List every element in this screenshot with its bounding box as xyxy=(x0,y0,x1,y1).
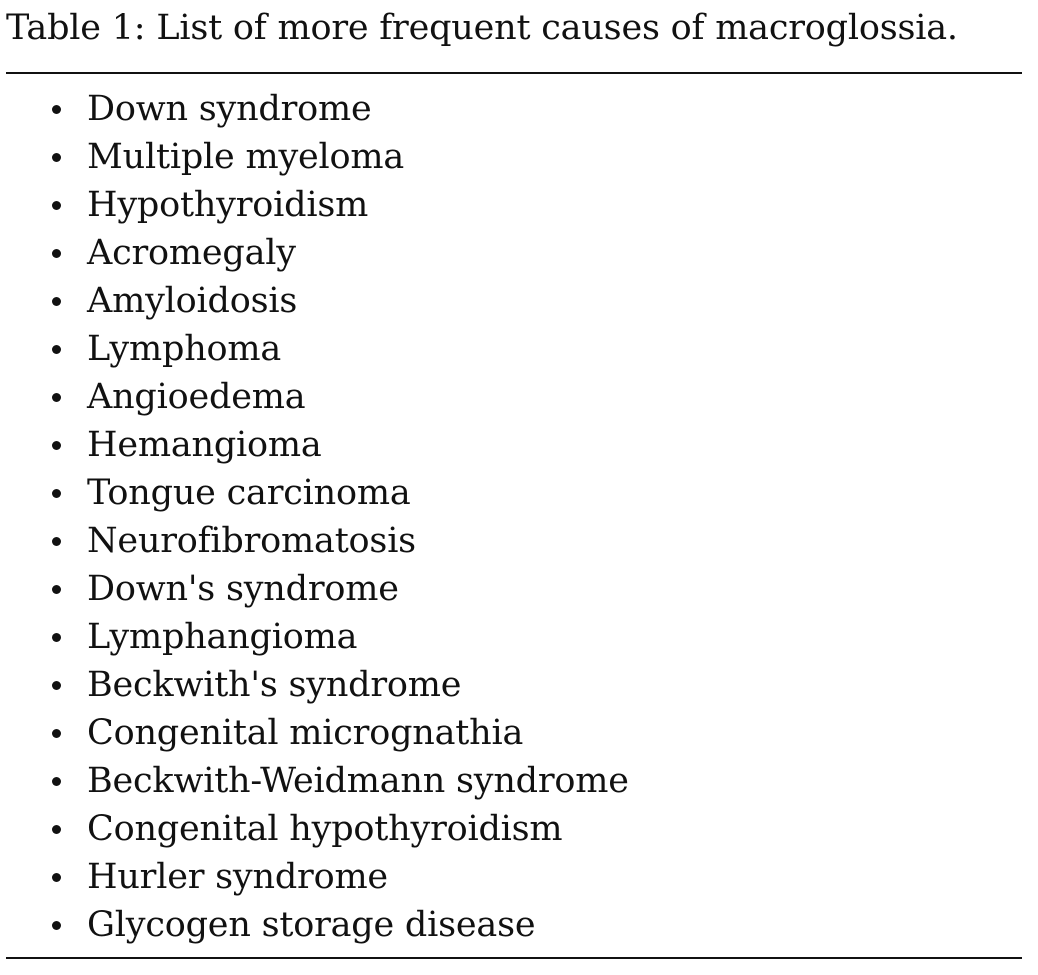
list-item xyxy=(0,517,629,565)
bullet-icon xyxy=(52,393,61,402)
list-item xyxy=(0,229,629,277)
list-item xyxy=(0,613,629,661)
list-item-text: Amyloidosis xyxy=(87,281,298,321)
list-item xyxy=(0,469,629,517)
table-bottom-rule xyxy=(6,957,1022,959)
bullet-icon xyxy=(52,537,61,546)
list-item xyxy=(0,709,629,757)
bullet-icon xyxy=(52,873,61,882)
bullet-icon xyxy=(52,825,61,834)
list-item-text: Beckwith's syndrome xyxy=(87,665,462,705)
list-item-text: Angioedema xyxy=(87,377,306,417)
list-item-text: Glycogen storage disease xyxy=(87,905,536,945)
list-item-text: Hemangioma xyxy=(87,425,322,465)
list-item xyxy=(0,853,629,901)
list-item-text: Congenital hypothyroidism xyxy=(87,809,563,849)
list-item xyxy=(0,181,629,229)
bullet-icon xyxy=(52,249,61,258)
bullet-icon xyxy=(52,681,61,690)
list-item xyxy=(0,805,629,853)
list-item-text: Down's syndrome xyxy=(87,569,399,609)
list-item-text: Congenital micrognathia xyxy=(87,713,524,753)
bullet-icon xyxy=(52,777,61,786)
bullet-icon xyxy=(52,921,61,930)
bullet-icon xyxy=(52,297,61,306)
bullet-icon xyxy=(52,633,61,642)
bullet-icon xyxy=(52,729,61,738)
list-item-text: Hypothyroidism xyxy=(87,185,369,225)
bullet-icon xyxy=(52,153,61,162)
list-item xyxy=(0,277,629,325)
list-item-text: Lymphoma xyxy=(87,329,282,369)
causes-list xyxy=(0,85,629,949)
bullet-icon xyxy=(52,489,61,498)
list-item-text: Multiple myeloma xyxy=(87,137,405,177)
list-item-text: Neurofibromatosis xyxy=(87,521,416,561)
list-item-text: Tongue carcinoma xyxy=(87,473,411,513)
list-item-text: Lymphangioma xyxy=(87,617,358,657)
table-caption: Table 1: List of more frequent causes of macroglossia. xyxy=(6,8,958,48)
bullet-icon xyxy=(52,201,61,210)
list-item xyxy=(0,565,629,613)
list-item xyxy=(0,373,629,421)
bullet-icon xyxy=(52,441,61,450)
bullet-icon xyxy=(52,585,61,594)
bullet-icon xyxy=(52,345,61,354)
list-item xyxy=(0,133,629,181)
list-item xyxy=(0,85,629,133)
list-item xyxy=(0,757,629,805)
list-item xyxy=(0,421,629,469)
table-top-rule xyxy=(6,72,1022,74)
list-item xyxy=(0,325,629,373)
list-item-text: Down syndrome xyxy=(87,89,372,129)
list-item xyxy=(0,661,629,709)
list-item xyxy=(0,901,629,949)
bullet-icon xyxy=(52,105,61,114)
list-item-text: Beckwith-Weidmann syndrome xyxy=(87,761,629,801)
list-item-text: Acromegaly xyxy=(87,233,296,273)
list-item-text: Hurler syndrome xyxy=(87,857,388,897)
